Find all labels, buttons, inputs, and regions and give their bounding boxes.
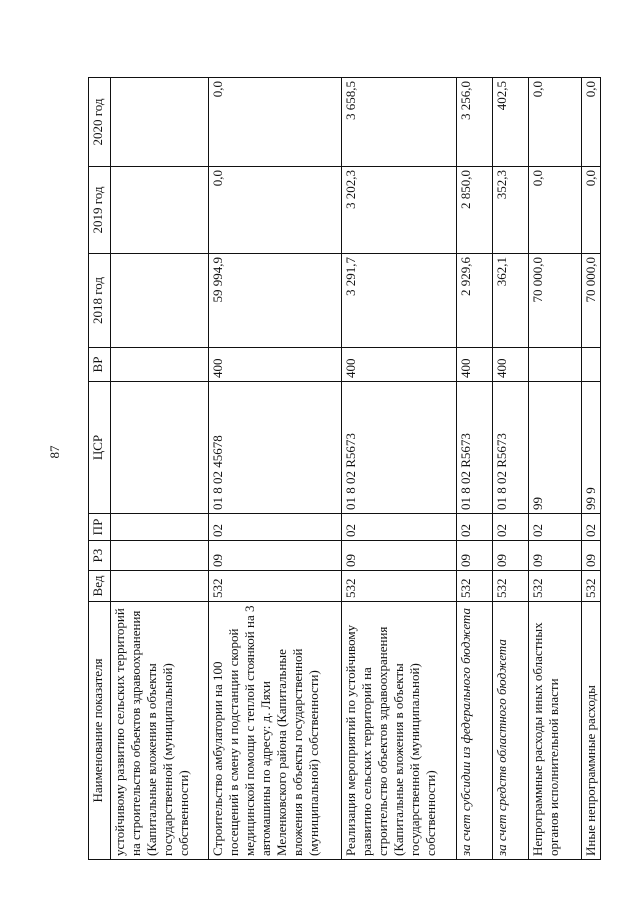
table-row — [457, 78, 493, 860]
cell-2018: 70 000,0 — [529, 254, 582, 348]
cell-vr — [111, 348, 209, 382]
cell-2019: 0,0 — [209, 167, 342, 254]
budget-table — [88, 77, 601, 860]
header-vr: ВР — [89, 348, 111, 382]
cell-csr: 01 8 02 R5673 — [342, 382, 457, 514]
cell-2018: 3 291,7 — [342, 254, 457, 348]
table-row — [342, 78, 457, 860]
header-ved: Вед — [89, 571, 111, 602]
cell-rz: 09 — [529, 541, 582, 571]
cell-rz: 09 — [457, 541, 493, 571]
cell-2018: 59 994,9 — [209, 254, 342, 348]
cell-name: за счет средств областного бюджета — [493, 602, 529, 860]
cell-ved — [111, 571, 209, 602]
cell-pr: 02 — [209, 514, 342, 541]
table-row — [111, 78, 209, 860]
header-pr: ПР — [89, 514, 111, 541]
cell-ved: 532 — [529, 571, 582, 602]
table-header-row — [89, 78, 111, 860]
cell-ved: 532 — [457, 571, 493, 602]
cell-2020: 0,0 — [209, 78, 342, 167]
cell-2020: 0,0 — [582, 78, 601, 167]
cell-rz: 09 — [209, 541, 342, 571]
cell-pr: 02 — [529, 514, 582, 541]
cell-vr — [529, 348, 582, 382]
cell-name: Иные непрограммные расходы — [582, 602, 601, 860]
cell-pr: 02 — [342, 514, 457, 541]
cell-2018: 362,1 — [493, 254, 529, 348]
cell-2018 — [111, 254, 209, 348]
cell-pr: 02 — [493, 514, 529, 541]
cell-csr — [111, 382, 209, 514]
cell-ved: 532 — [582, 571, 601, 602]
cell-rz: 09 — [493, 541, 529, 571]
cell-ved: 532 — [342, 571, 457, 602]
header-2020: 2020 год — [89, 78, 111, 167]
cell-pr: 02 — [582, 514, 601, 541]
cell-csr: 01 8 02 R5673 — [457, 382, 493, 514]
cell-2019: 0,0 — [529, 167, 582, 254]
table-row — [529, 78, 582, 860]
cell-rz: 09 — [582, 541, 601, 571]
cell-pr — [111, 514, 209, 541]
cell-2020: 3 658,5 — [342, 78, 457, 167]
cell-name: устойчивому развитию сельских территорий на строительство объектов здравоохранения (Капитальные вложения в объекты государственной (муниципальной) собственности) — [111, 602, 209, 860]
header-2018: 2018 год — [89, 254, 111, 348]
table-row — [582, 78, 601, 860]
header-csr: ЦСР — [89, 382, 111, 514]
cell-vr: 400 — [342, 348, 457, 382]
cell-2018: 2 929,6 — [457, 254, 493, 348]
cell-csr: 99 — [529, 382, 582, 514]
cell-vr: 400 — [209, 348, 342, 382]
cell-rz — [111, 541, 209, 571]
header-2019: 2019 год — [89, 167, 111, 254]
cell-2020: 0,0 — [529, 78, 582, 167]
cell-name: за счет субсидии из федерального бюджета — [457, 602, 493, 860]
cell-csr: 99 9 — [582, 382, 601, 514]
cell-2019: 2 850,0 — [457, 167, 493, 254]
cell-vr: 400 — [457, 348, 493, 382]
cell-name: Строительство амбулатории на 100 посещений в смену и подстанции скорой медицинской помощи с теплой стоянкой на 3 автомашины по адресу: д. Ляхи Меленковского района (Капитальные вложения в объекты государственной (муниципальной) собственности) — [209, 602, 342, 860]
cell-2020 — [111, 78, 209, 167]
table-row — [209, 78, 342, 860]
cell-2019: 352,3 — [493, 167, 529, 254]
cell-2019 — [111, 167, 209, 254]
header-rz: РЗ — [89, 541, 111, 571]
cell-ved: 532 — [493, 571, 529, 602]
page-number: 87 — [47, 445, 62, 459]
cell-2019: 0,0 — [582, 167, 601, 254]
cell-2020: 3 256,0 — [457, 78, 493, 167]
cell-2020: 402,5 — [493, 78, 529, 167]
cell-rz: 09 — [342, 541, 457, 571]
cell-name: Реализация мероприятий по устойчивому развитию сельских территорий на строительство объектов здравоохранения (Капитальные вложения в объекты государственной (муниципальной) собственности) — [342, 602, 457, 860]
cell-2019: 3 202,3 — [342, 167, 457, 254]
cell-csr: 01 8 02 45678 — [209, 382, 342, 514]
cell-ved: 532 — [209, 571, 342, 602]
cell-pr: 02 — [457, 514, 493, 541]
rotated-page-content — [88, 78, 598, 860]
cell-vr: 400 — [493, 348, 529, 382]
table-row — [493, 78, 529, 860]
header-name: Наименование показателя — [89, 602, 111, 860]
cell-name: Непрограммные расходы иных областных органов исполнительной власти — [529, 602, 582, 860]
cell-2018: 70 000,0 — [582, 254, 601, 348]
cell-vr — [582, 348, 601, 382]
cell-csr: 01 8 02 R5673 — [493, 382, 529, 514]
